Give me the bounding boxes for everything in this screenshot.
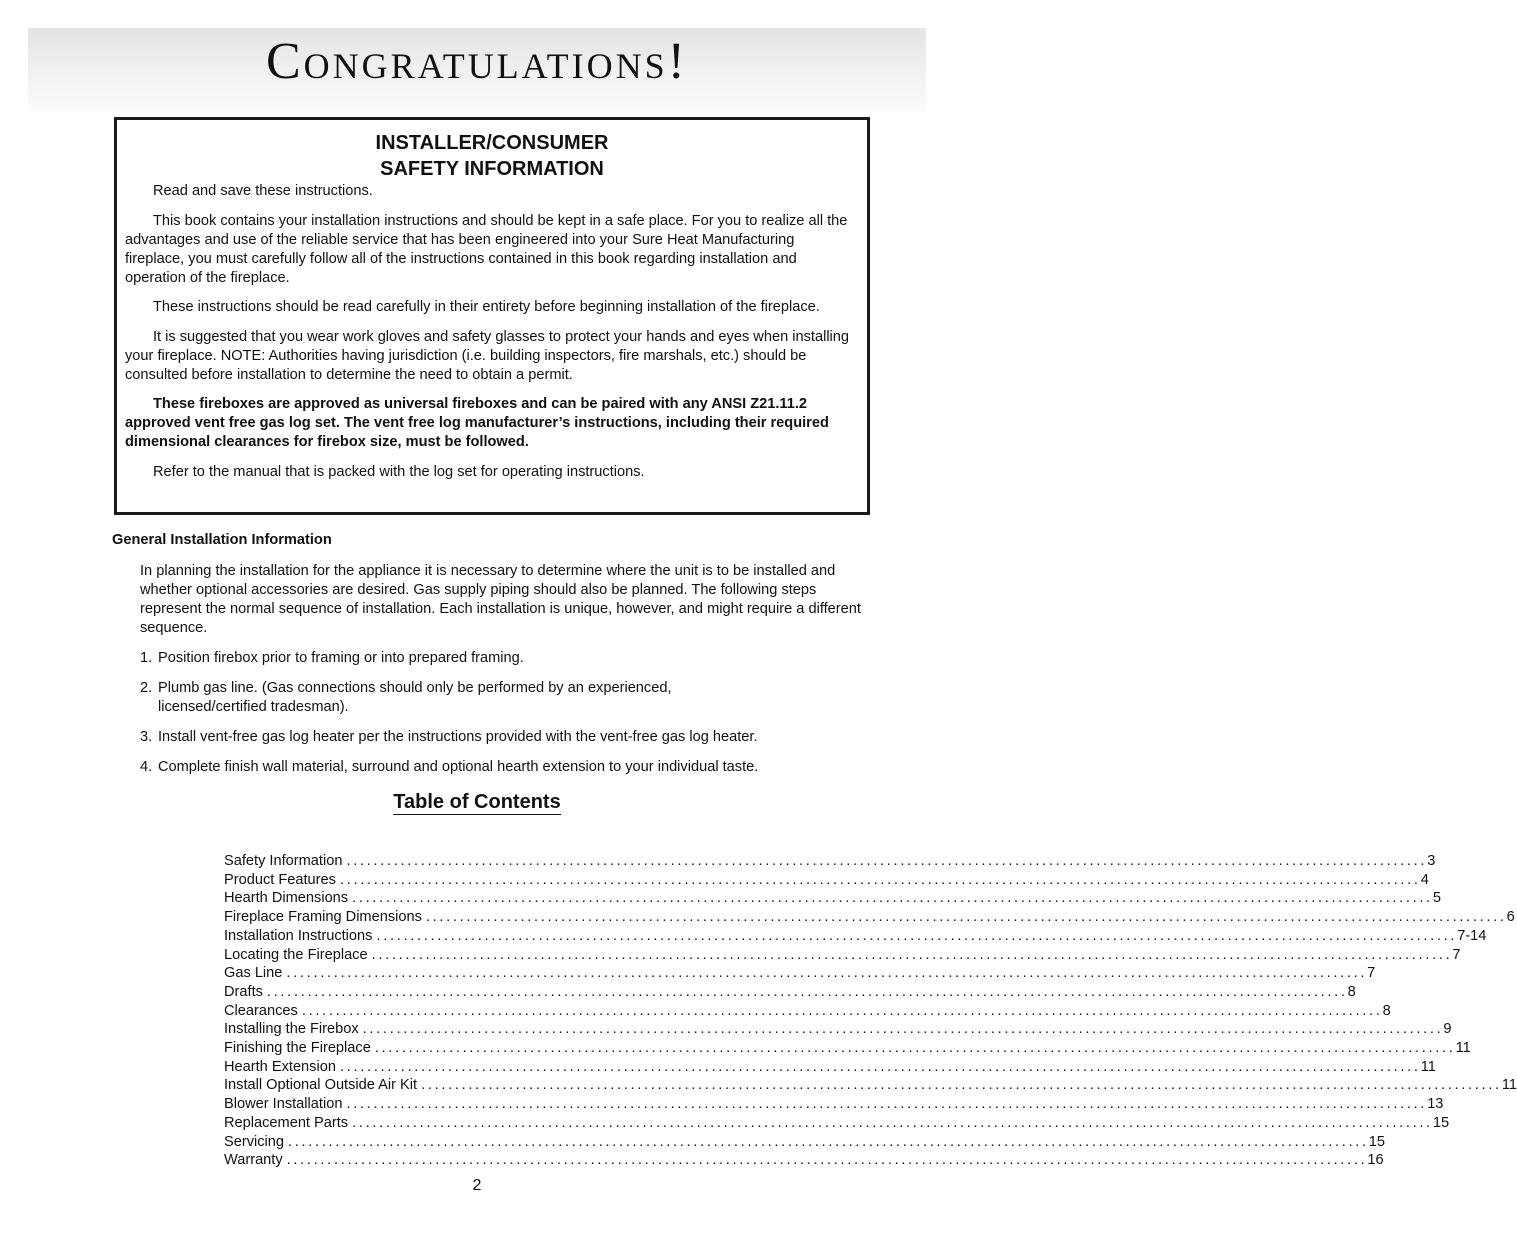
toc-row	[224, 946, 1461, 965]
toc-entry-title: Product Features	[224, 871, 336, 888]
toc-entry-page: 7	[1367, 965, 1376, 982]
toc-entry-title: Installing the Firebox	[224, 1021, 359, 1038]
toc-entry-page: 4	[1420, 871, 1429, 888]
toc-row	[224, 983, 1356, 1002]
safety-paragraph: Refer to the manual that is packed with the log set for operating instructions.	[153, 463, 645, 480]
toc-entry-title: Replacement Parts	[224, 1114, 349, 1131]
toc-entry-title: Warranty	[224, 1152, 283, 1169]
install-step	[140, 758, 870, 777]
toc-row	[224, 1020, 1452, 1039]
general-installation-heading: General Installation Information	[112, 532, 332, 548]
toc-entry-title: Installation Instructions	[224, 927, 373, 944]
toc-entry-title: Finishing the Fireplace	[224, 1040, 371, 1057]
toc-leader-dots: ................................................................................................................................................................	[286, 965, 1368, 982]
toc-list	[224, 852, 1517, 1170]
toc-entry-title: Safety Information	[224, 853, 343, 869]
toc-row	[224, 908, 1515, 927]
step-number: 4.	[140, 759, 153, 775]
toc-entry-page: 16	[1367, 1152, 1384, 1169]
toc-entry-title: Hearth Extension	[224, 1058, 336, 1075]
toc-leader-dots: ................................................................................................................................................................	[421, 1077, 1502, 1094]
safety-paragraph-bold: These fireboxes are approved as universal fireboxes and can be paired with any ANSI Z21.11.2 approved vent free gas log set. The vent free log manufacturer’s instructions, including their required dimensional clearances for firebox size, must be followed.	[125, 396, 829, 450]
toc-entry-title: Fireplace Framing Dimensions	[224, 909, 422, 926]
toc-leader-dots: ................................................................................................................................................................	[346, 1096, 1428, 1113]
toc-row	[224, 889, 1441, 908]
toc-leader-dots: ................................................................................................................................................................	[371, 946, 1453, 963]
toc-leader-dots: ................................................................................................................................................................	[288, 1133, 1369, 1150]
toc-entry-title: Clearances	[224, 1002, 298, 1019]
toc-entry-title: Gas Line	[224, 965, 283, 982]
toc-entry-title: Install Optional Outside Air Kit	[224, 1077, 418, 1094]
page-number: 2	[472, 1177, 482, 1194]
page-title: Congratulations!	[266, 33, 688, 90]
toc-entry-page: 8	[1382, 1002, 1391, 1019]
toc-row	[224, 1095, 1444, 1114]
step-number: 2.	[140, 680, 153, 696]
toc-row	[224, 1076, 1517, 1095]
toc-entry-page: 11	[1420, 1058, 1436, 1075]
toc-leader-dots: ................................................................................................................................................................	[376, 927, 1458, 944]
toc-row	[224, 1058, 1436, 1077]
safety-paragraph: These instructions should be read carefully in their entirety before beginning installation of the fireplace.	[153, 299, 820, 315]
toc-entry-page: 11	[1455, 1040, 1471, 1057]
title-banner	[28, 28, 926, 112]
toc-entry-page: 13	[1427, 1096, 1444, 1113]
toc-entry-title: Servicing	[224, 1133, 285, 1150]
toc-leader-dots: ................................................................................................................................................................	[339, 1058, 1421, 1075]
safety-paragraph: This book contains your installation instructions and should be kept in a safe place. For you to realize all the advantages and use of the reliable service that has been engineered into your Sure Heat Manufacturing fireplace, you must carefully follow all of the instructions contained in this book regarding installation and operation of the fireplace.	[125, 212, 848, 286]
toc-entry-page: 3	[1427, 853, 1436, 869]
toc-leader-dots: ................................................................................................................................................................	[301, 1002, 1383, 1019]
step-number: 3.	[140, 729, 153, 745]
toc-leader-dots: ................................................................................................................................................................	[339, 871, 1421, 888]
toc-leader-dots: ................................................................................................................................................................	[346, 853, 1428, 869]
toc-row	[224, 1002, 1391, 1021]
safety-info-box	[114, 117, 870, 515]
toc-entry-page: 11	[1501, 1077, 1517, 1094]
toc-heading: Table of Contents	[393, 791, 561, 813]
toc-entry-page: 8	[1347, 983, 1356, 1000]
toc-entry-title: Locating the Fireplace	[224, 946, 368, 963]
toc-leader-dots: ................................................................................................................................................................	[266, 983, 1348, 1000]
toc-entry-page: 6	[1506, 909, 1515, 926]
toc-row	[224, 964, 1376, 983]
install-step	[140, 649, 870, 668]
toc-entry-page: 15	[1432, 1114, 1450, 1131]
toc-row	[224, 1151, 1384, 1170]
step-text: Install vent-free gas log heater per the instructions provided with the vent-free gas log heater.	[158, 729, 758, 745]
toc-leader-dots: ................................................................................................................................................................	[352, 890, 1433, 907]
toc-heading-wrap	[0, 791, 954, 814]
toc-row	[224, 871, 1429, 890]
safety-heading-line2: SAFETY INFORMATION	[380, 158, 604, 180]
safety-paragraph: Read and save these instructions.	[153, 183, 373, 199]
step-text: Plumb gas line. (Gas connections should only be performed by an experienced, licensed/certified tradesman).	[158, 680, 672, 715]
safety-heading-line1: INSTALLER/CONSUMER	[375, 132, 609, 154]
toc-entry-title: Drafts	[224, 983, 263, 1000]
step-number: 1.	[140, 650, 153, 666]
safety-paragraph: It is suggested that you wear work gloves and safety glasses to protect your hands and eyes when installing your fireplace. NOTE: Authorities having jurisdiction (i.e. building inspectors, fire marshals, etc.) should be consulted before installation to determine the need to obtain a permit.	[125, 328, 850, 383]
toc-leader-dots: ................................................................................................................................................................	[352, 1114, 1433, 1131]
toc-entry-page: 7	[1452, 946, 1461, 963]
step-text: Position firebox prior to framing or into prepared framing.	[158, 650, 524, 666]
toc-entry-page: 15	[1368, 1133, 1386, 1150]
toc-entry-title: Blower Installation	[224, 1096, 343, 1113]
install-step	[140, 728, 870, 747]
safety-box-heading	[117, 130, 867, 182]
toc-row	[224, 1133, 1386, 1152]
general-installation-body	[140, 562, 870, 788]
toc-leader-dots: ................................................................................................................................................................	[286, 1152, 1368, 1169]
general-intro: In planning the installation for the appliance it is necessary to determine where the unit is to be installed and whether optional accessories are desired. Gas supply piping should also be planned. The following steps represent the normal sequence of installation. Each installation is unique, however, and might require a different sequence.	[140, 563, 861, 636]
toc-leader-dots: ................................................................................................................................................................	[362, 1021, 1444, 1038]
toc-row	[224, 1114, 1450, 1133]
toc-entry-page: 9	[1443, 1021, 1452, 1038]
toc-entry-page: 5	[1432, 890, 1441, 907]
toc-row	[224, 927, 1487, 946]
toc-leader-dots: ................................................................................................................................................................	[425, 909, 1507, 926]
step-text: Complete finish wall material, surround and optional hearth extension to your individual taste.	[158, 759, 759, 775]
toc-row	[224, 852, 1436, 871]
safety-box-body	[117, 182, 867, 482]
install-step	[140, 679, 870, 717]
toc-leader-dots: ................................................................................................................................................................	[374, 1040, 1456, 1057]
toc-row	[224, 1039, 1471, 1058]
toc-entry-title: Hearth Dimensions	[224, 890, 349, 907]
toc-entry-page: 7-14	[1457, 927, 1487, 944]
